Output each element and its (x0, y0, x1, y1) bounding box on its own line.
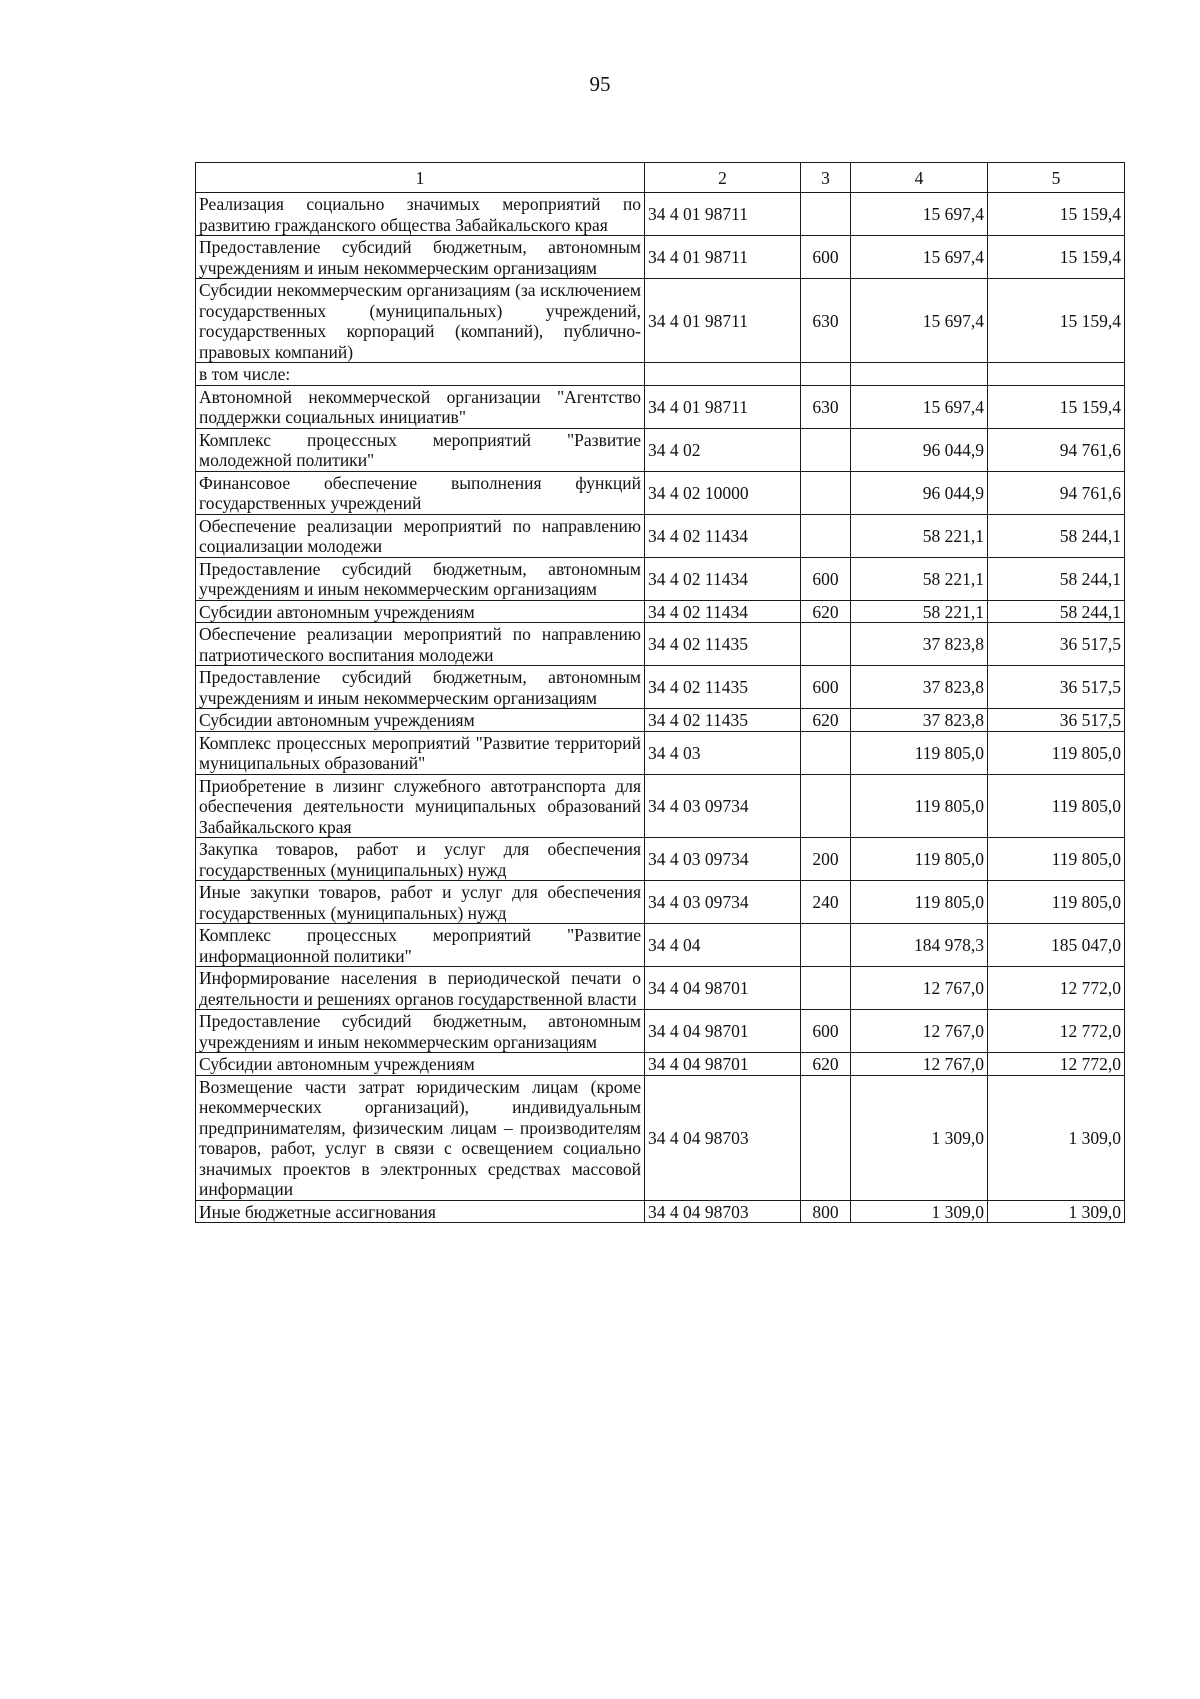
table-row (196, 385, 1125, 428)
row-amount-col5-cell: 119 805,0 (988, 774, 1125, 838)
row-amount-col4-cell: 119 805,0 (851, 838, 988, 881)
row-amount-col5-cell: 185 047,0 (988, 924, 1125, 967)
row-expense-type-cell: 630 (801, 385, 851, 428)
row-code-cell: 34 4 04 98701 (645, 967, 801, 1010)
row-expense-type-cell (801, 967, 851, 1010)
table-row (196, 363, 1125, 386)
row-name-cell: Комплекс процессных мероприятий "Развитие территорий муниципальных образований" (196, 731, 645, 774)
row-amount-col5-cell: 12 772,0 (988, 967, 1125, 1010)
row-expense-type-cell (801, 471, 851, 514)
row-expense-type-cell (801, 924, 851, 967)
table-row (196, 623, 1125, 666)
row-amount-col4-cell: 1 309,0 (851, 1200, 988, 1223)
row-amount-col5-cell: 58 244,1 (988, 557, 1125, 600)
row-expense-type-cell (801, 1075, 851, 1200)
row-expense-type-cell (801, 623, 851, 666)
row-code-cell: 34 4 04 (645, 924, 801, 967)
budget-table (195, 162, 1125, 1223)
table-row (196, 967, 1125, 1010)
row-code-cell: 34 4 01 98711 (645, 385, 801, 428)
row-expense-type-cell (801, 363, 851, 386)
row-code-cell: 34 4 01 98711 (645, 279, 801, 363)
row-amount-col4-cell: 15 697,4 (851, 279, 988, 363)
row-amount-col4-cell: 184 978,3 (851, 924, 988, 967)
table-row (196, 1075, 1125, 1200)
table-row (196, 924, 1125, 967)
row-amount-col5-cell: 119 805,0 (988, 881, 1125, 924)
row-expense-type-cell: 600 (801, 666, 851, 709)
row-name-cell: Иные закупки товаров, работ и услуг для обеспечения государственных (муниципальных) нужд (196, 881, 645, 924)
header-col-3: 3 (801, 163, 851, 193)
row-expense-type-cell: 620 (801, 600, 851, 623)
row-expense-type-cell (801, 774, 851, 838)
row-code-cell: 34 4 03 09734 (645, 881, 801, 924)
row-expense-type-cell: 240 (801, 881, 851, 924)
row-expense-type-cell: 800 (801, 1200, 851, 1223)
row-expense-type-cell (801, 428, 851, 471)
row-code-cell: 34 4 01 98711 (645, 236, 801, 279)
row-name-cell: Реализация социально значимых мероприятий по развитию гражданского общества Забайкальского края (196, 193, 645, 236)
row-amount-col5-cell: 15 159,4 (988, 385, 1125, 428)
row-amount-col4-cell: 12 767,0 (851, 1053, 988, 1076)
row-code-cell: 34 4 02 11434 (645, 557, 801, 600)
row-amount-col5-cell: 58 244,1 (988, 514, 1125, 557)
row-code-cell: 34 4 01 98711 (645, 193, 801, 236)
row-amount-col5-cell: 94 761,6 (988, 471, 1125, 514)
row-expense-type-cell: 620 (801, 709, 851, 732)
row-amount-col4-cell: 58 221,1 (851, 600, 988, 623)
table-row (196, 1010, 1125, 1053)
row-amount-col5-cell: 36 517,5 (988, 666, 1125, 709)
row-expense-type-cell (801, 731, 851, 774)
row-code-cell: 34 4 04 98701 (645, 1053, 801, 1076)
row-expense-type-cell: 620 (801, 1053, 851, 1076)
row-amount-col4-cell: 15 697,4 (851, 193, 988, 236)
row-code-cell: 34 4 02 10000 (645, 471, 801, 514)
row-expense-type-cell (801, 514, 851, 557)
table-row (196, 236, 1125, 279)
row-code-cell: 34 4 03 (645, 731, 801, 774)
row-amount-col5-cell: 36 517,5 (988, 709, 1125, 732)
row-code-cell: 34 4 02 11434 (645, 600, 801, 623)
row-name-cell: Обеспечение реализации мероприятий по направлению патриотического воспитания молодежи (196, 623, 645, 666)
table-row (196, 709, 1125, 732)
row-code-cell: 34 4 04 98703 (645, 1075, 801, 1200)
row-amount-col4-cell: 37 823,8 (851, 709, 988, 732)
table-row (196, 193, 1125, 236)
table-row (196, 881, 1125, 924)
row-name-cell: Субсидии автономным учреждениям (196, 1053, 645, 1076)
row-expense-type-cell: 600 (801, 236, 851, 279)
table-row (196, 557, 1125, 600)
row-name-cell: Предоставление субсидий бюджетным, автономным учреждениям и иным некоммерческим организациям (196, 666, 645, 709)
row-code-cell: 34 4 03 09734 (645, 774, 801, 838)
row-amount-col5-cell: 12 772,0 (988, 1053, 1125, 1076)
row-amount-col5-cell (988, 363, 1125, 386)
table-row (196, 1200, 1125, 1223)
table-row (196, 1053, 1125, 1076)
row-expense-type-cell (801, 193, 851, 236)
table-row (196, 774, 1125, 838)
row-name-cell: Автономной некоммерческой организации "Агентство поддержки социальных инициатив" (196, 385, 645, 428)
row-code-cell: 34 4 02 11435 (645, 709, 801, 732)
row-name-cell: Иные бюджетные ассигнования (196, 1200, 645, 1223)
row-amount-col5-cell: 12 772,0 (988, 1010, 1125, 1053)
row-amount-col4-cell: 119 805,0 (851, 881, 988, 924)
row-expense-type-cell: 630 (801, 279, 851, 363)
header-col-5: 5 (988, 163, 1125, 193)
table-row (196, 600, 1125, 623)
row-name-cell: Приобретение в лизинг служебного автотранспорта для обеспечения деятельности муниципальных образований Забайкальского края (196, 774, 645, 838)
row-amount-col5-cell: 1 309,0 (988, 1200, 1125, 1223)
row-amount-col5-cell: 119 805,0 (988, 731, 1125, 774)
row-amount-col5-cell: 119 805,0 (988, 838, 1125, 881)
header-col-1: 1 (196, 163, 645, 193)
row-amount-col4-cell (851, 363, 988, 386)
row-name-cell: Информирование населения в периодической печати о деятельности и решениях органов государственной власти (196, 967, 645, 1010)
table-row (196, 514, 1125, 557)
row-amount-col4-cell: 12 767,0 (851, 1010, 988, 1053)
row-amount-col4-cell: 96 044,9 (851, 471, 988, 514)
row-name-cell: Комплекс процессных мероприятий "Развитие информационной политики" (196, 924, 645, 967)
row-amount-col4-cell: 58 221,1 (851, 514, 988, 557)
row-code-cell: 34 4 02 11434 (645, 514, 801, 557)
row-amount-col4-cell: 119 805,0 (851, 731, 988, 774)
header-col-2: 2 (645, 163, 801, 193)
row-name-cell: Субсидии некоммерческим организациям (за исключением государственных (муниципальных) учреждений, государственных корпораций (компаний), публично-правовых компаний) (196, 279, 645, 363)
row-expense-type-cell: 200 (801, 838, 851, 881)
row-amount-col5-cell: 15 159,4 (988, 193, 1125, 236)
table-row (196, 279, 1125, 363)
table-body (196, 193, 1125, 1223)
row-amount-col5-cell: 94 761,6 (988, 428, 1125, 471)
row-amount-col4-cell: 37 823,8 (851, 623, 988, 666)
row-name-cell: Субсидии автономным учреждениям (196, 709, 645, 732)
row-code-cell: 34 4 02 11435 (645, 666, 801, 709)
row-amount-col5-cell: 15 159,4 (988, 279, 1125, 363)
table-row (196, 471, 1125, 514)
table-row (196, 731, 1125, 774)
row-name-cell: Финансовое обеспечение выполнения функций государственных учреждений (196, 471, 645, 514)
header-col-4: 4 (851, 163, 988, 193)
table-row (196, 666, 1125, 709)
row-code-cell: 34 4 03 09734 (645, 838, 801, 881)
row-amount-col4-cell: 15 697,4 (851, 236, 988, 279)
row-amount-col4-cell: 37 823,8 (851, 666, 988, 709)
table-row (196, 428, 1125, 471)
row-code-cell: 34 4 02 (645, 428, 801, 471)
row-amount-col5-cell: 36 517,5 (988, 623, 1125, 666)
row-expense-type-cell: 600 (801, 557, 851, 600)
row-expense-type-cell: 600 (801, 1010, 851, 1053)
page-number: 95 (589, 72, 611, 96)
row-name-cell: Комплекс процессных мероприятий "Развитие молодежной политики" (196, 428, 645, 471)
row-amount-col5-cell: 1 309,0 (988, 1075, 1125, 1200)
row-code-cell: 34 4 04 98703 (645, 1200, 801, 1223)
row-amount-col4-cell: 12 767,0 (851, 967, 988, 1010)
table-row (196, 838, 1125, 881)
row-amount-col4-cell: 1 309,0 (851, 1075, 988, 1200)
row-amount-col4-cell: 58 221,1 (851, 557, 988, 600)
row-name-cell: в том числе: (196, 363, 645, 386)
row-name-cell: Возмещение части затрат юридическим лицам (кроме некоммерческих организаций), индивидуальным предпринимателям, физическим лицам – производителям товаров, работ, услуг в связи с освещением социально значимых проектов в электронных средствах массовой информации (196, 1075, 645, 1200)
row-name-cell: Предоставление субсидий бюджетным, автономным учреждениям и иным некоммерческим организациям (196, 236, 645, 279)
row-code-cell (645, 363, 801, 386)
row-name-cell: Предоставление субсидий бюджетным, автономным учреждениям и иным некоммерческим организациям (196, 557, 645, 600)
row-code-cell: 34 4 02 11435 (645, 623, 801, 666)
row-code-cell: 34 4 04 98701 (645, 1010, 801, 1053)
row-name-cell: Предоставление субсидий бюджетным, автономным учреждениям и иным некоммерческим организациям (196, 1010, 645, 1053)
row-amount-col5-cell: 15 159,4 (988, 236, 1125, 279)
table-header-row (196, 163, 1125, 193)
row-amount-col5-cell: 58 244,1 (988, 600, 1125, 623)
row-name-cell: Субсидии автономным учреждениям (196, 600, 645, 623)
row-amount-col4-cell: 119 805,0 (851, 774, 988, 838)
row-name-cell: Обеспечение реализации мероприятий по направлению социализации молодежи (196, 514, 645, 557)
row-amount-col4-cell: 96 044,9 (851, 428, 988, 471)
row-name-cell: Закупка товаров, работ и услуг для обеспечения государственных (муниципальных) нужд (196, 838, 645, 881)
row-amount-col4-cell: 15 697,4 (851, 385, 988, 428)
